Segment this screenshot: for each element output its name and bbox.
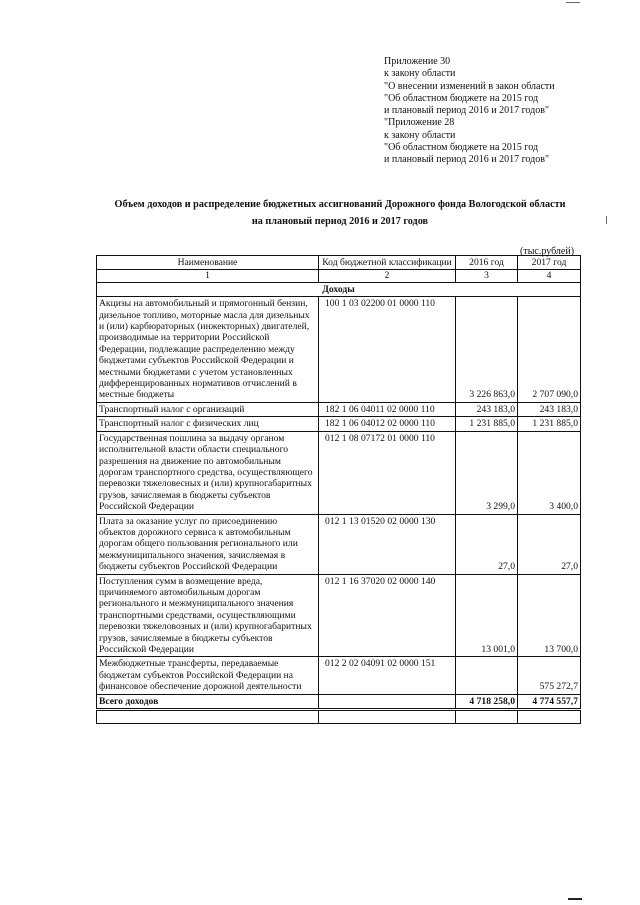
row-value-2017: 243 183,0 bbox=[518, 402, 581, 416]
row-name: Межбюджетные трансферты, передаваемые бюджетам субъектов Российской Федерации на финансовое обеспечение дорожной деятельности bbox=[97, 657, 319, 694]
row-value-2016: 13 001,0 bbox=[456, 574, 518, 657]
row-name: Транспортный налог с организаций bbox=[97, 402, 319, 416]
total-value-2016: 4 718 258,0 bbox=[456, 694, 518, 709]
row-value-2017: 2 707 090,0 bbox=[518, 297, 581, 403]
header-code: Код бюджетной классификации bbox=[319, 256, 456, 270]
column-number: 2 bbox=[319, 270, 456, 282]
section-title: Доходы bbox=[97, 282, 581, 296]
total-code bbox=[319, 694, 456, 709]
row-name: Поступления сумм в возмещение вреда, причиняемого автомобильным дорогам регионального и межмуниципального значения транспортными средствами, осуществляющими перевозки тяжеловозных и (или) крупногабаритных грузов, зачисляемые в бюджеты субъектов Российской Федерации bbox=[97, 574, 319, 657]
row-value-2017: 3 400,0 bbox=[518, 431, 581, 514]
annex-line: "Об областном бюджете на 2015 год bbox=[384, 92, 539, 104]
header-2017: 2017 год bbox=[518, 256, 581, 270]
header-2016: 2016 год bbox=[456, 256, 518, 270]
table-row bbox=[97, 657, 581, 694]
row-value-2016: 3 226 863,0 bbox=[456, 297, 518, 403]
row-name: Акцизы на автомобильный и прямогонный бензин, дизельное топливо, моторные масла для дизельных и (или) карбюраторных (инжекторных) двигателей, производимые на территории Российской Федерации, подлежащие распределению между бюджетами субъектов Российской Федерации и местными бюджетами с учетом установленных дифференцированных нормативов отчислений в местные бюджеты bbox=[97, 297, 319, 403]
annex-line: "Приложение 28 bbox=[384, 117, 455, 129]
row-value-2017: 575 272,7 bbox=[518, 657, 581, 694]
table-row bbox=[97, 574, 581, 657]
column-number: 4 bbox=[518, 270, 581, 282]
title-line-1: Объем доходов и распределение бюджетных ассигнований Дорожного фонда Вологодской области bbox=[114, 199, 566, 210]
header-name: Наименование bbox=[97, 256, 319, 270]
row-code: 012 1 13 01520 02 0000 130 bbox=[319, 514, 456, 574]
header-row bbox=[97, 256, 581, 270]
row-value-2016: 243 183,0 bbox=[456, 402, 518, 416]
scan-mark bbox=[566, 2, 580, 3]
row-value-2017: 1 231 885,0 bbox=[518, 417, 581, 431]
row-code: 012 1 08 07172 01 0000 110 bbox=[319, 431, 456, 514]
units-label: (тыс.рублей) bbox=[520, 246, 575, 257]
empty-row bbox=[97, 710, 581, 724]
annex-line: "Об областном бюджете на 2015 год bbox=[384, 142, 539, 154]
annex-line: "О внесении изменений в закон области bbox=[384, 80, 555, 92]
row-code: 012 1 16 37020 02 0000 140 bbox=[319, 574, 456, 657]
table-row bbox=[97, 417, 581, 431]
column-number: 3 bbox=[456, 270, 518, 282]
annex-line: к закону области bbox=[384, 129, 456, 141]
table-row bbox=[97, 402, 581, 416]
row-name: Транспортный налог с физических лиц bbox=[97, 417, 319, 431]
table-row bbox=[97, 431, 581, 514]
total-row bbox=[97, 694, 581, 709]
row-value-2016: 3 299,0 bbox=[456, 431, 518, 514]
row-code: 100 1 03 02200 01 0000 110 bbox=[319, 297, 456, 403]
row-code: 012 2 02 04091 02 0000 151 bbox=[319, 657, 456, 694]
row-code: 182 1 06 04011 02 0000 110 bbox=[319, 402, 456, 416]
column-number: 1 bbox=[97, 270, 319, 282]
scan-mark bbox=[568, 898, 582, 900]
total-label: Всего доходов bbox=[97, 694, 319, 709]
section-row bbox=[97, 282, 581, 296]
row-value-2016: 27,0 bbox=[456, 514, 518, 574]
annex-reference bbox=[384, 56, 555, 167]
row-name: Плата за оказание услуг по присоединению объектов дорожного сервиса к автомобильным дорогам общего пользования регионального или межмуниципального значения, зачисляемая в бюджеты субъектов Российской Федерации bbox=[97, 514, 319, 574]
annex-line: к закону области bbox=[384, 68, 456, 80]
column-number-row bbox=[97, 270, 581, 282]
table-row bbox=[97, 514, 581, 574]
row-value-2017: 13 700,0 bbox=[518, 574, 581, 657]
annex-line: Приложение 30 bbox=[384, 56, 451, 67]
row-code: 182 1 06 04012 02 0000 110 bbox=[319, 417, 456, 431]
table-row bbox=[97, 297, 581, 403]
title-line-2: на плановый период 2016 и 2017 годов bbox=[251, 216, 429, 227]
document-title bbox=[70, 196, 610, 230]
row-name: Государственная пошлина за выдачу органом исполнительной власти области специального разрешения на движение по автомобильным дорогам транспортного средства, осуществляющего перевозки тяжеловесных и (или) крупногабаритных грузов, зачисляемая в бюджеты субъектов Российской Федерации bbox=[97, 431, 319, 514]
annex-line: и плановый период 2016 и 2017 годов" bbox=[384, 154, 550, 166]
row-value-2016 bbox=[456, 657, 518, 694]
row-value-2017: 27,0 bbox=[518, 514, 581, 574]
scan-mark bbox=[606, 216, 607, 224]
annex-line: и плановый период 2016 и 2017 годов" bbox=[384, 105, 550, 117]
row-value-2016: 1 231 885,0 bbox=[456, 417, 518, 431]
total-value-2017: 4 774 557,7 bbox=[518, 694, 581, 709]
budget-table bbox=[96, 255, 581, 724]
